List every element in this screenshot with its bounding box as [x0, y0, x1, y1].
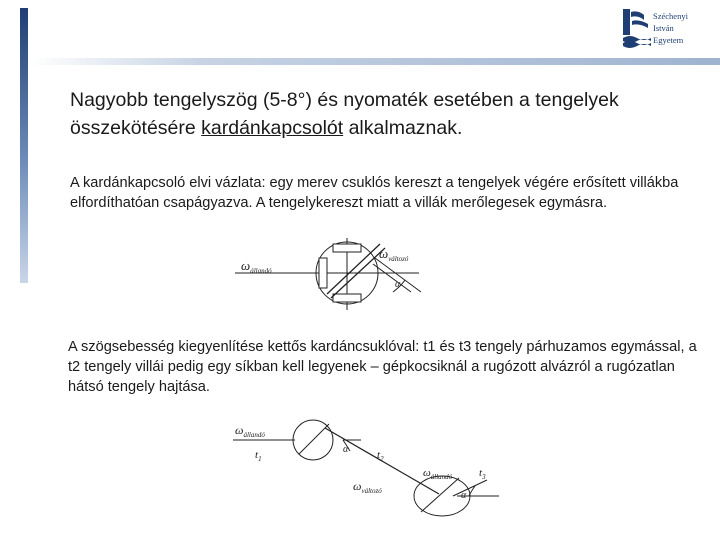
- heading-text-start: Nagyobb tengelyszög (5-8°) és nyomaték esetében a tengelyek összekötésére: [70, 89, 619, 139]
- omega-symbol-left: ω: [241, 258, 251, 273]
- svg-text:ωváltozó: [379, 246, 409, 263]
- omega-symbol-right: ω: [379, 246, 389, 261]
- svg-text:t2: [377, 449, 384, 463]
- t1-subscript: 1: [258, 455, 262, 463]
- svg-text:t1: [255, 449, 262, 463]
- omega-const-symbol-right: ω: [423, 467, 431, 479]
- omega-const-subscript-top: állandó: [243, 431, 265, 439]
- omega-var-subscript: változó: [361, 487, 382, 495]
- svg-text:ωváltozó: [353, 479, 382, 495]
- logo-line-1: Széchenyi: [653, 11, 688, 21]
- alpha-label: α: [395, 279, 401, 290]
- double-cardan-diagram: [225, 410, 500, 538]
- omega-subscript-left: állandó: [250, 267, 272, 275]
- svg-text:t3: [479, 467, 486, 481]
- omega-const-subscript-right: állandó: [430, 473, 453, 481]
- alpha-label-left: α: [343, 444, 349, 455]
- svg-text:ωállandó: [423, 467, 453, 481]
- logo-mark-icon: [622, 8, 652, 48]
- t2-label: t: [377, 449, 381, 461]
- svg-text:ωállandó: [235, 423, 265, 439]
- heading-text-end: alkalmaznak.: [343, 117, 463, 139]
- heading-underlined-term: kardánkapcsolót: [201, 117, 344, 139]
- omega-var-symbol: ω: [353, 479, 362, 493]
- omega-subscript-right: változó: [388, 255, 409, 263]
- description-paragraph: A kardánkapcsoló elvi vázlata: egy merev csuklós kereszt a tengelyek végére erősített villákba elfordíthatóan csapágyazva. A tengelykereszt miatt a villák merőlegesek egymásra.: [70, 175, 679, 211]
- t3-label: t: [479, 467, 483, 479]
- university-logo: [622, 8, 718, 54]
- cardan-joint-diagram: [235, 236, 435, 318]
- t3-subscript: 3: [482, 473, 486, 481]
- alpha-label-right: α: [461, 490, 467, 501]
- header-divider: [30, 58, 720, 65]
- svg-text:ωállandó: [241, 258, 272, 275]
- logo-line-3: Egyetem: [653, 35, 684, 45]
- omega-const-symbol-top: ω: [235, 423, 244, 437]
- slide-heading: [70, 86, 700, 142]
- logo-line-2: István: [653, 23, 674, 33]
- left-accent-bar: [20, 8, 28, 283]
- double-joint-paragraph: A szögsebesség kiegyenlítése kettős kardáncsuklóval: t1 és t3 tengely párhuzamos egymással, a t2 tengely villái pedig egy síkban kell legyenek – gépkocsiknál a rugózott alvázról a rugózatlan hátsó tengely hajtása.: [68, 339, 697, 395]
- t2-subscript: 2: [380, 455, 384, 463]
- t1-label: t: [255, 449, 259, 461]
- logo-wordmark: [653, 10, 688, 46]
